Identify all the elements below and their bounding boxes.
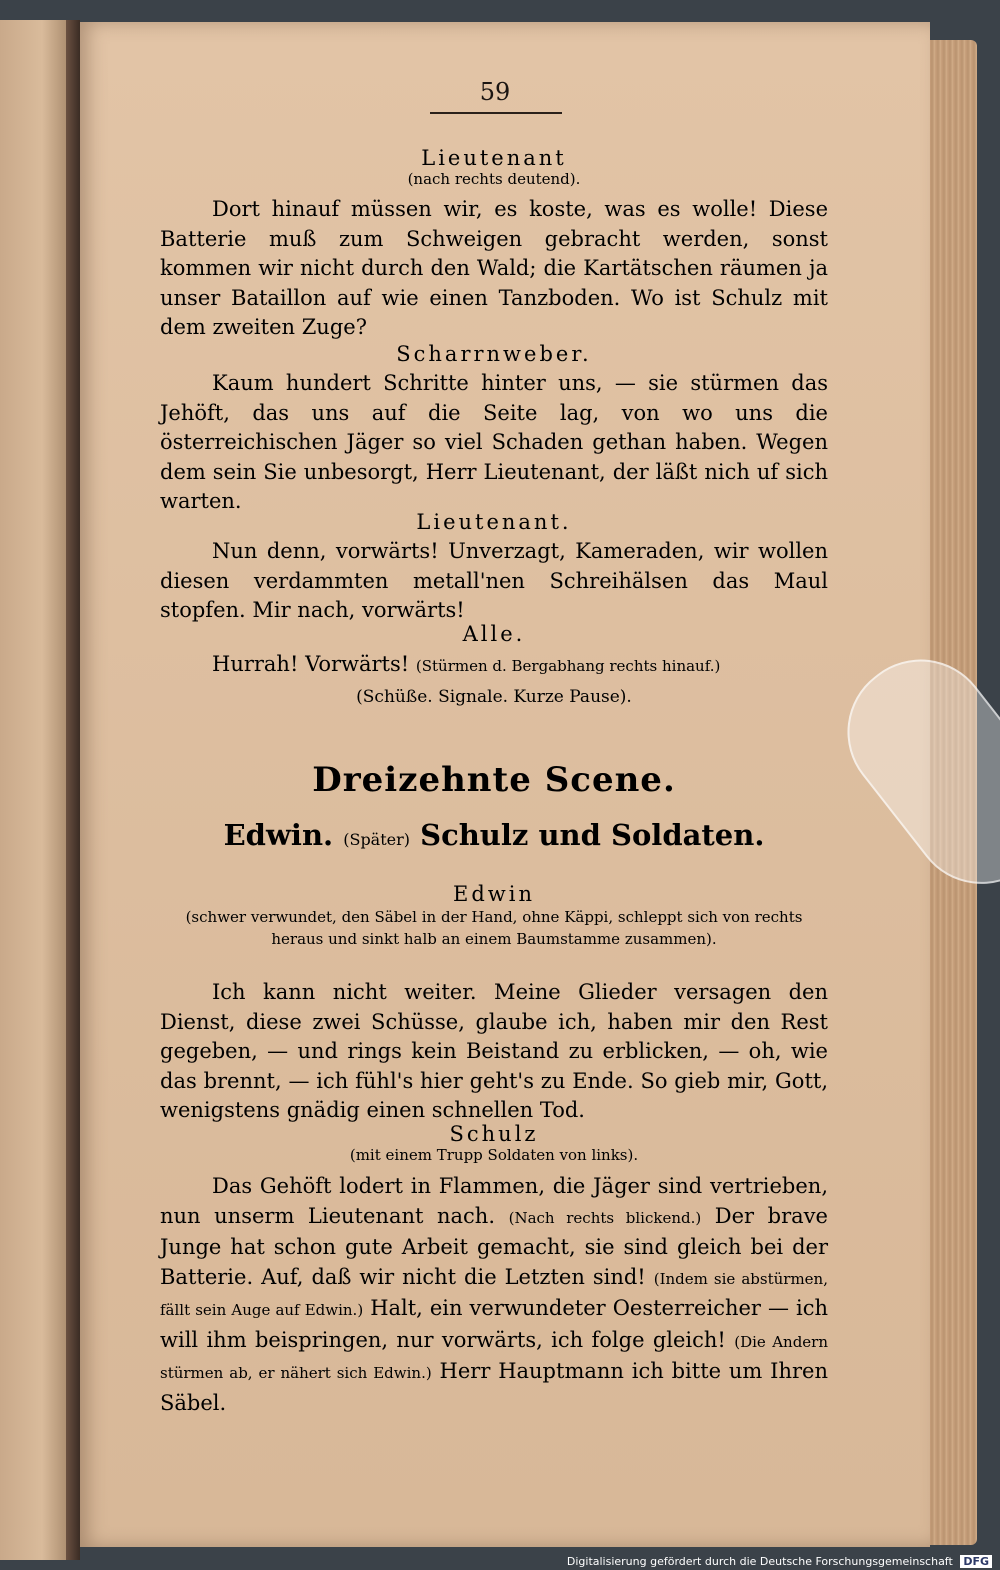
page-number: 59	[479, 78, 511, 106]
dialogue-lieutenant-2	[160, 537, 828, 626]
page-number-rule	[430, 112, 562, 114]
inline-direction: (Stürmen d. Bergabhang rechts hinauf.)	[415, 657, 721, 675]
cast-later: (Später)	[343, 830, 411, 849]
credit-text: Digitalisierung gefördert durch die Deutsche Forschungsgemeinschaft	[566, 1555, 953, 1568]
speaker-name: Lieutenant	[421, 146, 567, 170]
speaker-schulz	[160, 1122, 828, 1164]
dialogue-text: Ich kann nicht weiter. Meine Glieder versagen den Dienst, diese zwei Schüsse, glaube ich, haben mir den Rest gegeben, — und rings kein Beistand zu erblicken, — oh, wie das brennt, — ich fühl's hier geht's zu Ende. So gieb mir, Gott, wenigstens gnädig einen schnellen Tod.	[160, 980, 828, 1122]
speaker-edwin	[160, 882, 828, 950]
speaker-lieutenant-1	[160, 146, 828, 188]
digitization-credit	[567, 1555, 992, 1568]
dialogue-text: Nun denn, vorwärts! Unverzagt, Kameraden, wir wollen diesen verdammten metall'nen Schreihälsen das Maul stopfen. Mir nach, vorwärts!	[160, 539, 828, 622]
dialogue-text: Dort hinauf müssen wir, es koste, was es wolle! Diese Batterie muß zum Schweigen gebracht werden, sonst kommen wir nicht durch den Wald; die Kartätschen räumen ja unser Bataillon auf wie einen Tanzboden. Wo ist Schulz mit dem zweiten Zuge?	[160, 197, 828, 339]
dialogue-text	[160, 650, 828, 682]
inline-direction: (Nach rechts blickend.)	[508, 1208, 702, 1227]
speaker-lieutenant-2	[160, 510, 828, 534]
stage-direction: (mit einem Trupp Soldaten von links).	[349, 1146, 639, 1164]
dialogue-words: Herr Hauptmann ich bitte um Ihren Säbel.	[160, 1359, 828, 1415]
speaker-name: Edwin	[453, 882, 535, 906]
dialogue-words: Der brave Junge hat schon gute Arbeit gemacht, sie sind gleich bei der Batterie. Auf, daß wir nicht die Letzten sind!	[160, 1203, 828, 1289]
stage-direction: (schwer verwundet, den Säbel in der Hand, ohne Käppi, schleppt sich von rechts heraus und sinkt halb an einem Baumstamme zusammen).	[185, 908, 803, 948]
dialogue-words: Das Gehöft lodert in Flammen, die Jäger sind vertrieben, nun unserm Lieutenant nach.	[160, 1174, 828, 1228]
speaker-name: Schulz	[449, 1122, 539, 1146]
stage-direction: (Schüße. Signale. Kurze Pause).	[356, 687, 632, 707]
dialogue-scharrnweber	[160, 369, 828, 517]
speaker-name: Scharrnweber.	[396, 342, 592, 366]
cast-edwin: Edwin.	[223, 818, 334, 852]
speaker-alle	[160, 622, 828, 646]
scene-title: Dreizehnte Scene.	[312, 760, 676, 800]
dialogue-lieutenant-1	[160, 195, 828, 343]
left-page-edge	[0, 20, 70, 1560]
dfg-logo: DFG	[960, 1555, 992, 1568]
dialogue-words: Halt, ein verwundeter Oesterreicher — ich will ihm beispringen, nur vorwärts, ich folge gleich!	[160, 1296, 828, 1352]
book-gutter	[66, 20, 80, 1560]
cast-rest: Schulz und Soldaten.	[420, 818, 765, 852]
dialogue-words: Hurrah! Vorwärts!	[212, 652, 410, 676]
stage-direction: (nach rechts deutend).	[407, 170, 581, 188]
stage-direction-pause	[160, 687, 828, 707]
scene-cast	[160, 818, 828, 852]
speaker-name: Lieutenant.	[416, 510, 572, 534]
dialogue-edwin	[160, 978, 828, 1126]
speaker-name: Alle.	[462, 622, 526, 646]
speaker-scharrnweber	[160, 342, 828, 366]
dialogue-alle	[160, 650, 828, 682]
dialogue-schulz	[160, 1172, 828, 1418]
inline-direction: (Indem sie abstürmen, fällt sein Auge auf Edwin.)	[160, 1269, 828, 1319]
dialogue-text: Kaum hundert Schritte hinter uns, — sie stürmen das Jehöft, das uns auf die Seite lag, von wo uns die österreichischen Jäger so viel Schaden gethan haben. Wegen dem sein Sie unbesorgt, Herr Lieutenant, der läßt nich uf sich warten.	[160, 371, 828, 513]
inline-direction: (Die Andern stürmen ab, er nähert sich Edwin.)	[160, 1332, 829, 1382]
dialogue-text	[160, 1172, 828, 1418]
